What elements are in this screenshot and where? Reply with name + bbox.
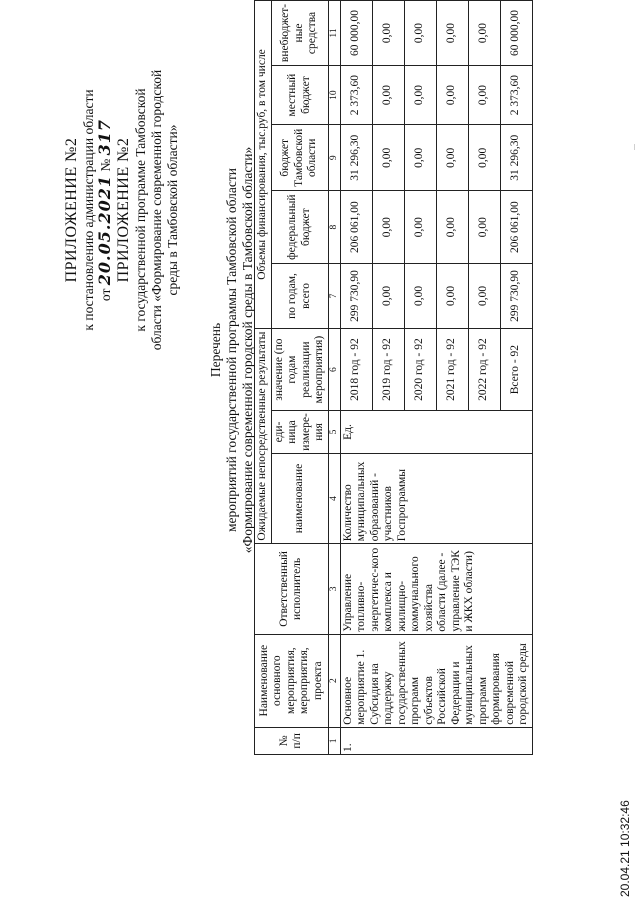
fin-extra: 0,00: [468, 1, 500, 66]
fin-regional: 0,00: [404, 125, 436, 191]
fin-local: 0,00: [468, 65, 500, 124]
fin-regional: 0,00: [436, 125, 468, 191]
year-value: 2022 год - 92: [468, 328, 500, 410]
col-number: 3: [328, 544, 340, 634]
year-value-total: Всего - 92: [500, 328, 532, 410]
fin-federal: 0,00: [468, 191, 500, 264]
col-number: 11: [328, 1, 340, 66]
column-numbers-row: [328, 1, 340, 755]
fin-federal: 0,00: [436, 191, 468, 264]
fin-regional: 0,00: [372, 125, 404, 191]
head-fin-local: местный бюджет: [271, 65, 328, 124]
col-number: 4: [328, 453, 340, 543]
program-ref-line-1: к государственной программе Тамбовской: [133, 88, 148, 332]
title-line-2: мероприятий государственной программы Тамбовской области: [224, 168, 239, 532]
number-prefix: №: [98, 158, 113, 172]
col-number: 1: [328, 727, 340, 754]
col-number: 2: [328, 634, 340, 727]
fin-local: 0,00: [372, 65, 404, 124]
col-number: 5: [328, 411, 340, 454]
head-fin-regional: бюджет Тамбовской области: [271, 125, 328, 191]
col-number: 8: [328, 191, 340, 264]
fin-total: 299 730,90: [340, 263, 372, 328]
fin-total: 299 730,90: [500, 263, 532, 328]
head-fin-federal: федеральный бюджет: [271, 191, 328, 264]
head-executor: Ответственный исполнитель: [255, 544, 329, 634]
print-timestamp: 20.04.21 10:32:46: [618, 800, 632, 897]
head-expected-results: Ожидаемые непосредственные результаты: [255, 328, 272, 543]
handwritten-date: 20.05.2021: [95, 175, 114, 286]
col-number: 10: [328, 65, 340, 124]
year-value: 2021 год - 92: [436, 328, 468, 410]
fin-extra: 60 000,00: [340, 1, 372, 66]
fin-extra: 0,00: [436, 1, 468, 66]
resolution-date-line: [97, 45, 114, 375]
fin-federal: 206 061,00: [340, 191, 372, 264]
row-number: 1.: [340, 727, 532, 754]
year-value: 2018 год - 92: [340, 328, 372, 410]
fin-local: 2 373,60: [340, 65, 372, 124]
fin-federal: 206 061,00: [500, 191, 532, 264]
title-line-3: «Формирование современной городской среды в Тамбовской области»: [240, 146, 255, 554]
date-prefix: от: [98, 288, 113, 302]
fin-total: 0,00: [468, 263, 500, 328]
indicator-unit: Ед.: [340, 411, 532, 454]
col-number: 9: [328, 125, 340, 191]
head-name: Наименование основного мероприятия, мероприятия, проекта: [255, 634, 329, 727]
year-value: 2020 год - 92: [404, 328, 436, 410]
indicator-name: Количество муниципальных образований - участников Госпрограммы: [340, 453, 532, 543]
table-head-row-1: [255, 1, 272, 755]
fin-local: 0,00: [404, 65, 436, 124]
fin-total: 0,00: [404, 263, 436, 328]
fin-federal: 0,00: [372, 191, 404, 264]
fin-total: 0,00: [372, 263, 404, 328]
appendix-header: [62, 45, 181, 375]
head-result-value: значение (по годам реализации мероприятия): [271, 328, 328, 410]
resolution-line: к постановлению администрации области: [81, 89, 96, 331]
head-result-unit: еди-ница измере-ния: [271, 411, 328, 454]
appendix-title: ПРИЛОЖЕНИЕ №2: [63, 137, 80, 283]
executor-name: Управление топливно-энергетичес-кого комплекса и жилищно-коммунального хозяйства области (далее - управление ТЭК и ЖКХ области): [340, 544, 532, 634]
appendix-title-2: ПРИЛОЖЕНИЕ №2: [115, 137, 132, 283]
fin-federal: 0,00: [404, 191, 436, 264]
head-fin-extra: внебюджет-ные средства: [271, 1, 328, 66]
program-ref-line-2: области «Формирование современной городской: [149, 69, 164, 351]
fin-local: 0,00: [436, 65, 468, 124]
handwritten-number: 317: [95, 118, 114, 156]
fin-extra: 60 000,00: [500, 1, 532, 66]
measure-name: Основное мероприятие 1. Субсидия на поддержку государственных программ субъектов Российской Федерации и муниципальных программ формирования современной городской среды: [340, 634, 532, 727]
fin-regional: 31 296,30: [500, 125, 532, 191]
fin-regional: 0,00: [468, 125, 500, 191]
col-number: 6: [328, 328, 340, 410]
scan-mark: ...: [628, 144, 637, 150]
table-row: [340, 1, 372, 755]
document-title: [208, 125, 256, 575]
fin-total: 0,00: [436, 263, 468, 328]
head-fin-total: по годам, всего: [271, 263, 328, 328]
head-num: № п/п: [255, 727, 329, 754]
fin-regional: 31 296,30: [340, 125, 372, 191]
measures-table: [254, 0, 533, 755]
program-ref-line-3: среды в Тамбовской области»: [165, 124, 180, 296]
year-value: 2019 год - 92: [372, 328, 404, 410]
col-number: 7: [328, 263, 340, 328]
head-result-name: наименование: [271, 453, 328, 543]
fin-extra: 0,00: [404, 1, 436, 66]
title-line-1: Перечень: [208, 322, 223, 378]
fin-extra: 0,00: [372, 1, 404, 66]
fin-local: 2 373,60: [500, 65, 532, 124]
head-financing: Объемы финансирования, тыс.руб, в том числе: [255, 1, 272, 329]
